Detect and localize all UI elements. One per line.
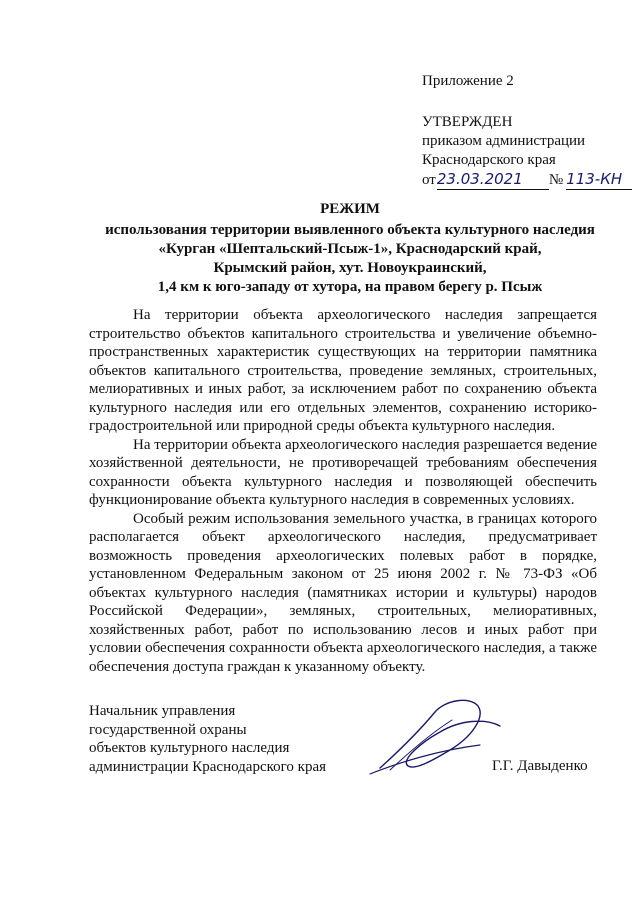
- title-line: 1,4 км к юго-западу от хутора, на правом берегу р. Псыж: [157, 279, 543, 295]
- signatory-position: [89, 702, 326, 776]
- signatory-name: Г.Г. Давыденко: [492, 758, 588, 774]
- position-line: государственной охраны: [89, 721, 247, 738]
- approval-block: [422, 72, 632, 190]
- position-line: администрации Краснодарского края: [89, 758, 327, 775]
- title-line: использования территории выявленного объекта культурного наследия: [105, 222, 595, 238]
- number-prefix: №: [548, 172, 564, 188]
- body-paragraph: На территории объекта археологического наследия запрещается строительство объектов капитального строительства и увеличение объемно-пространственных характеристик существующих на территории памятника объектов капитального строительства, проведение земляных, строительных, мелиоративных и иных работ, за исключением работ по сохранению объекта культурного наследия или его отдельных элементов, сохранению историко-градостроительной или природной среды объекта культурного наследия.: [89, 307, 597, 434]
- position-line: объектов культурного наследия: [89, 740, 290, 756]
- position-line: Начальник управления: [89, 703, 236, 719]
- title-line: «Курган «Шептальский-Псыж-1», Краснодарский край,: [158, 241, 542, 257]
- body-paragraph: Особый режим использования земельного участка, в границах которого располагается объект археологического наследия, предусматривает возможность проведения археологических полевых работ в порядке, установленном Федеральным законом от 25 июня 2002 г. № 73-ФЗ «Об объектах культурного наследия (памятниках истории и культуры) народов Российской Федерации», земляных, строительных, мелиоративных, хозяйственных работ, работ по использованию лесов и иных работ при условии обеспечения сохранности объекта археологического наследия, а также обеспечения доступа граждан к указанному объекту.: [89, 510, 597, 675]
- handwritten-number: 113-КН: [566, 170, 632, 190]
- appendix-label: Приложение 2: [422, 73, 514, 89]
- order-line-2: Краснодарского края: [422, 152, 556, 168]
- approved-label: УТВЕРЖДЕН: [422, 114, 513, 130]
- body-paragraph: На территории объекта археологического наследия разрешается ведение хозяйственной деятельности, не противоречащей требованиям обеспечения сохранности объекта культурного наследия и позволяющей обеспечить функционирование объекта культурного наследия в современных условиях.: [89, 436, 597, 508]
- document-title: [60, 200, 639, 297]
- title-heading: РЕЖИМ: [320, 201, 380, 217]
- handwritten-date: 23.03.2021: [437, 170, 549, 190]
- date-number-line: [422, 170, 632, 190]
- date-prefix: от: [422, 172, 436, 188]
- order-line-1: приказом администрации: [422, 133, 586, 149]
- body-text: [89, 306, 597, 676]
- title-line: Крымский район, хут. Новоукраинский,: [213, 260, 487, 276]
- handwritten-signature: [360, 690, 510, 785]
